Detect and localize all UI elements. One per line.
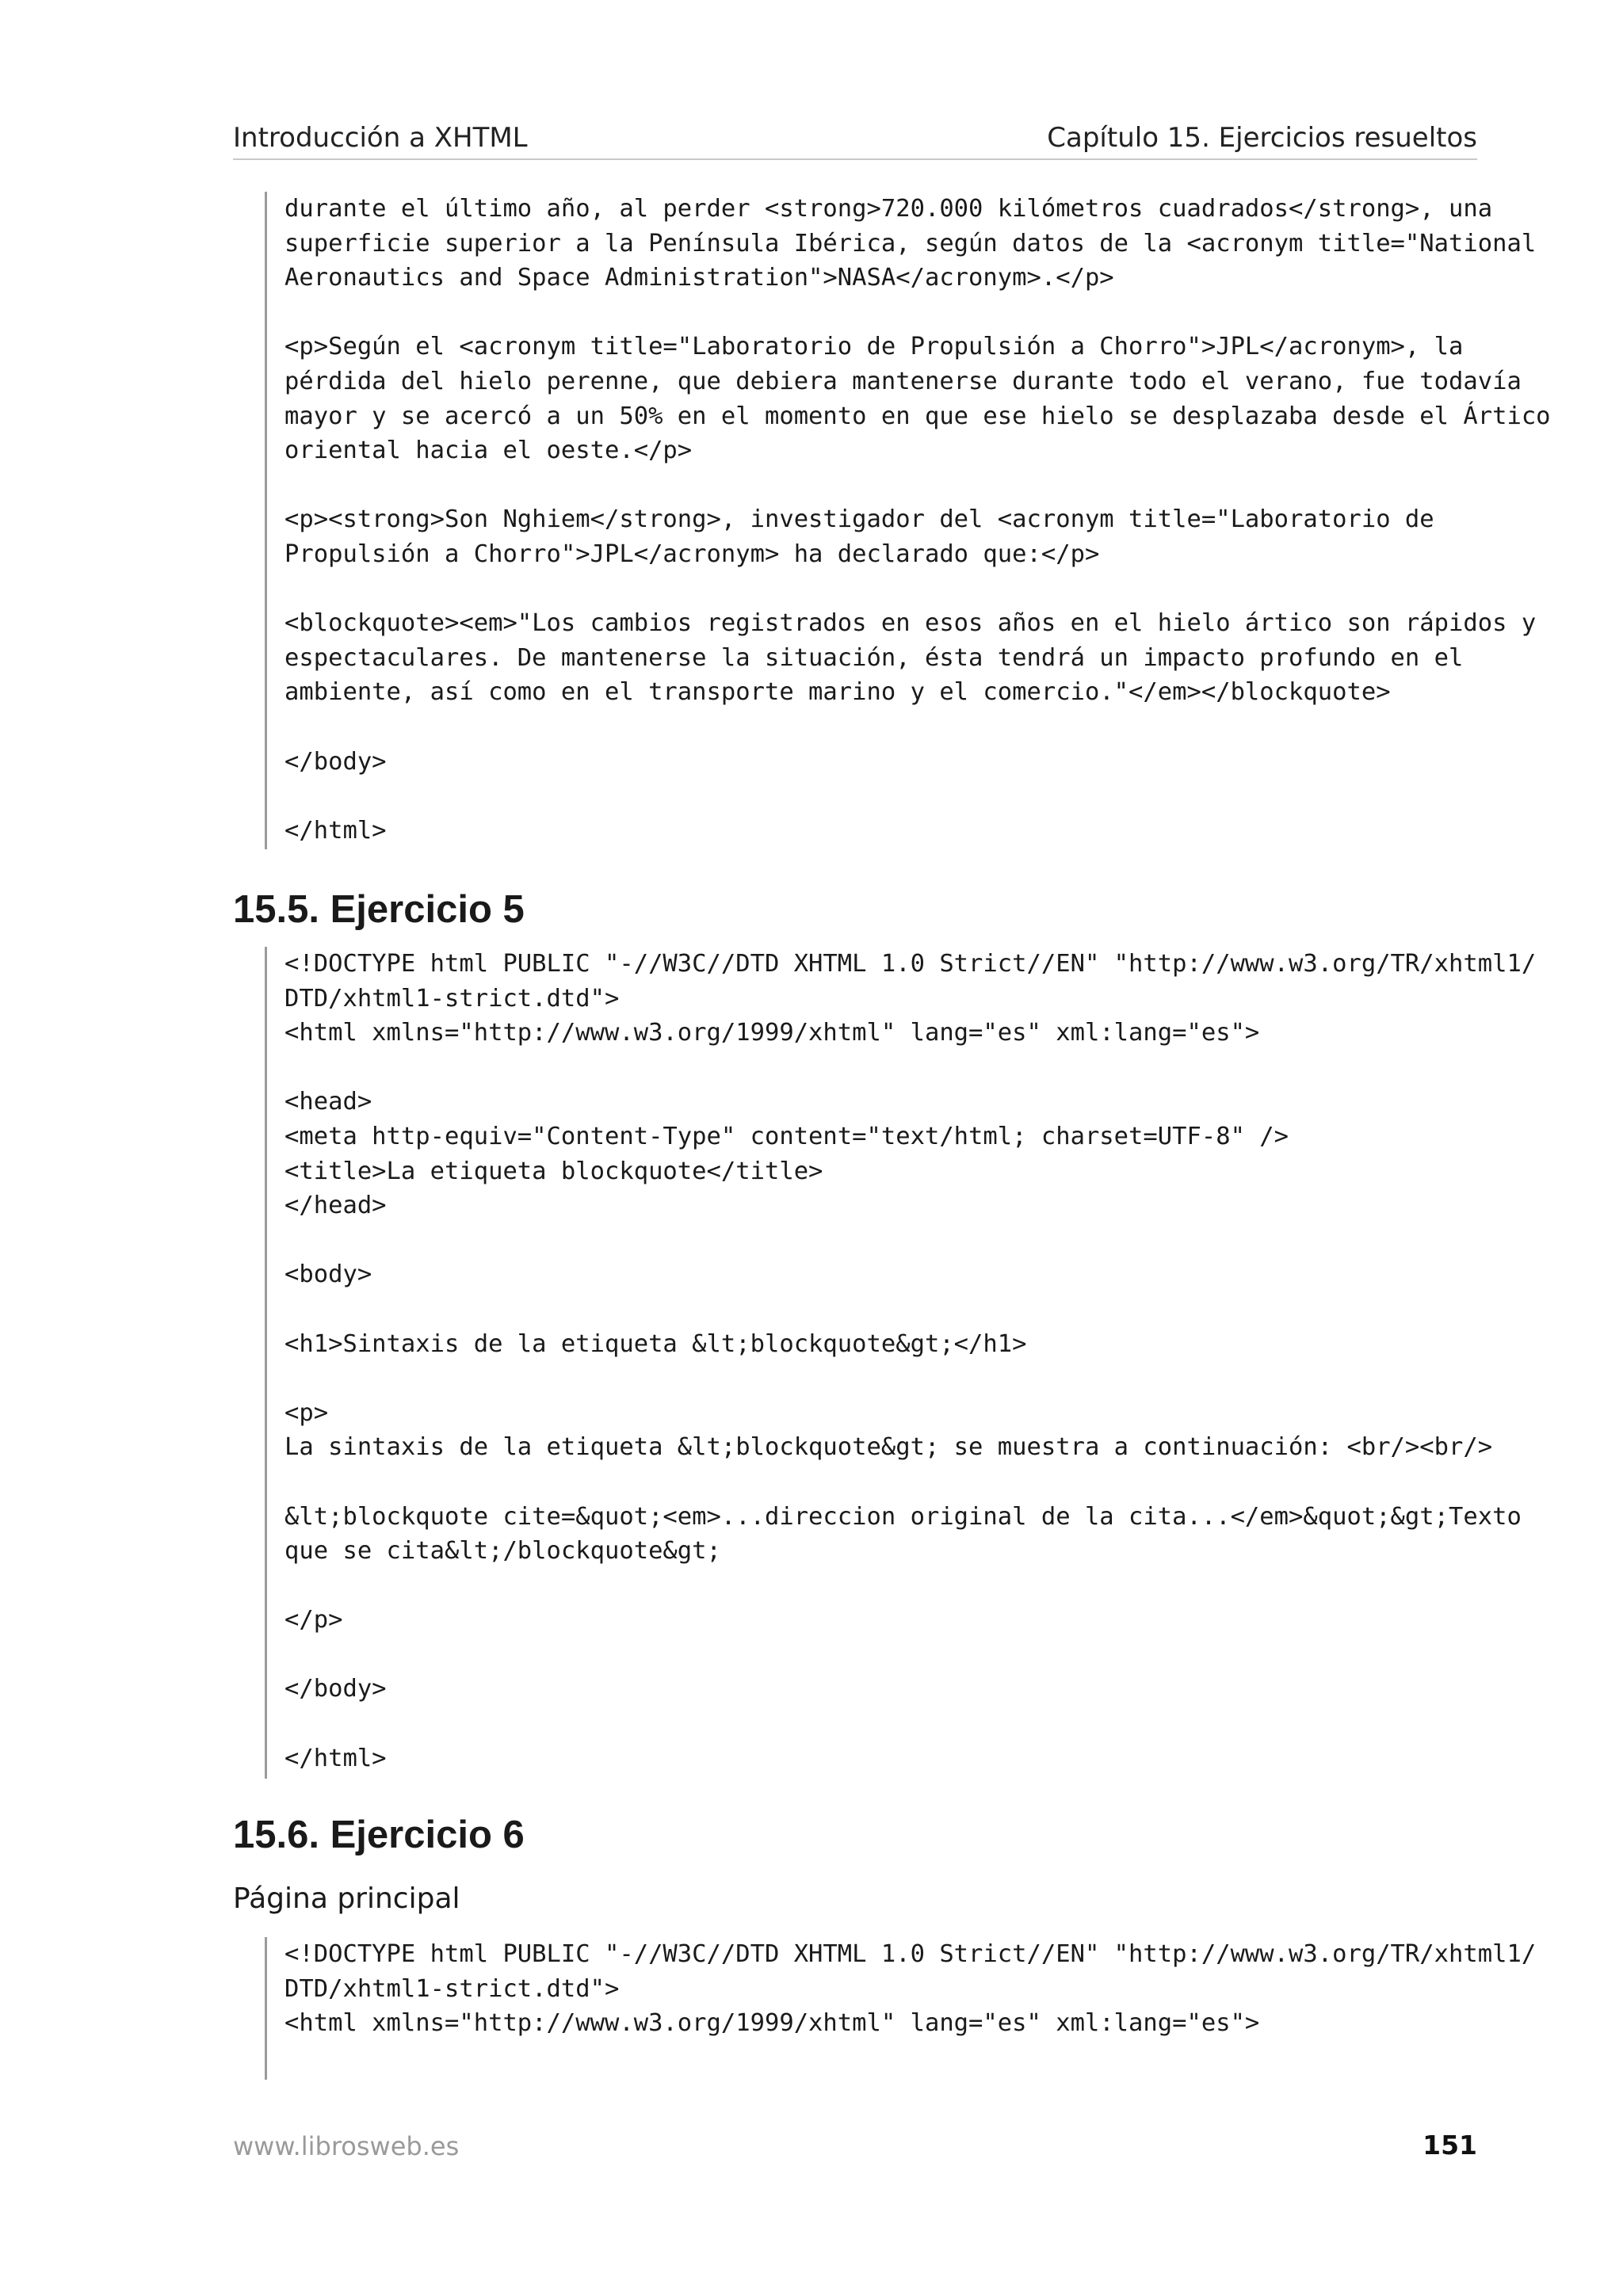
chapter-title: Capítulo 15. Ejercicios resueltos [1047,122,1477,154]
page-number: 151 [1423,2130,1477,2161]
page-header [233,117,1477,160]
code-block-ejercicio-6 [265,1937,1536,2080]
code-block-ejercicio-5 [265,947,1536,1779]
code-block-continuation [265,192,1551,849]
code-listing: <!DOCTYPE html PUBLIC "-//W3C//DTD XHTML 1.0 Strict//EN" "http://www.w3.org/TR/xhtml1/ DTD/xhtml1-strict.dtd"> <html xmlns="http://www.w3.org/1999/xhtml" lang="es" xml:lang="es"> <head> <meta http-equiv="Content-Type" content="text/html; charset=UTF-8" /> <title>La etiqueta blockquote</title> </head> <body> <h1>Sintaxis de la etiqueta &lt;blockquote&gt;</h1> <p> La sintaxis de la etiqueta &lt;blockquote&gt; se muestra a continuación: <br/><br/> &lt;blockquote cite=&quot;<em>...direccion original de la cita...</em>&quot;&gt;Texto que se cita&lt;/blockquote&gt; </p> </body> </html> [285,950,1537,1772]
footer-url: www.librosweb.es [233,2131,460,2161]
section-title-ejercicio-5: 15.5. Ejercicio 5 [233,888,525,931]
code-listing: durante el último año, al perder <strong>720.000 kilómetros cuadrados</strong>, una superficie superior a la Península Ibérica, según datos de la <acronym title="National Aeronautics and Space Administration">NASA</acronym>.</p> <p>Según el <acronym title="Laboratorio de Propulsión a Chorro">JPL</acronym>, la pérdida del hielo perenne, que debiera mantenerse durante todo el verano, fue todavía mayor y se acercó a un 50% en el momento en que ese hielo se desplazaba desde el Ártico oriental hacia el oeste.</p> <p><strong>Son Nghiem</strong>, investigador del <acronym title="Laboratorio de Propulsión a Chorro">JPL</acronym> ha declarado que:</p> <blockquote><em>"Los cambios registrados en esos años en el hielo ártico son rápidos y espectaculares. De mantenerse la situación, ésta tendrá un impacto profundo en el ambiente, así como en el transporte marino y el comercio."</em></blockquote> </body> </html> [285,195,1551,845]
code-listing: <!DOCTYPE html PUBLIC "-//W3C//DTD XHTML 1.0 Strict//EN" "http://www.w3.org/TR/xhtml1/ DTD/xhtml1-strict.dtd"> <html xmlns="http://www.w3.org/1999/xhtml" lang="es" xml:lang="es"> [285,1940,1537,2038]
subheading-pagina-principal: Página principal [233,1882,460,1915]
book-title: Introducción a XHTML [233,122,528,154]
section-title-ejercicio-6: 15.6. Ejercicio 6 [233,1814,525,1856]
